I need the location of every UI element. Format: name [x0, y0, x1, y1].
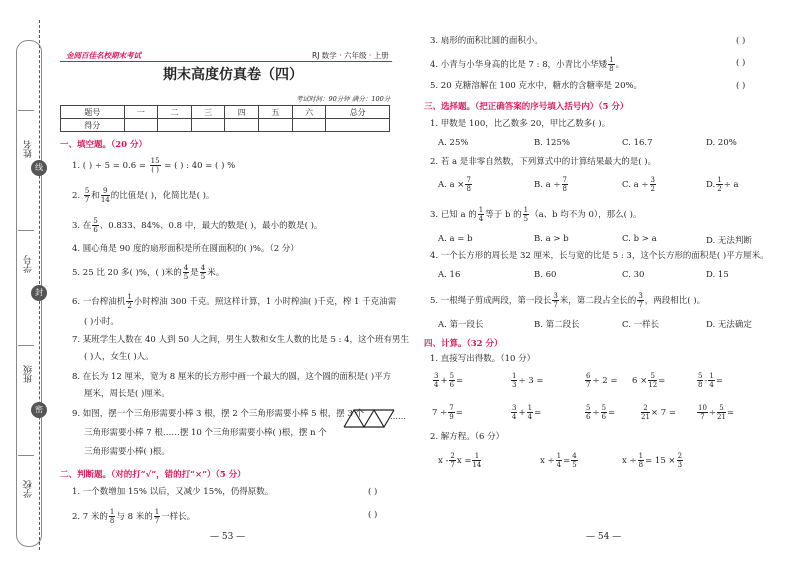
score-cell: 六 — [292, 106, 326, 119]
s2-q2: 2. 7 米的 $\frac{1}{8}$ 与 8 米的 $\frac{1}{7}$ 一样长。 — [72, 508, 196, 525]
seal-mark-close: 密 — [31, 402, 47, 418]
s1-q9: 9. 如图，摆一个三角形需要小棒 3 根，摆 2 个三角形需要小棒 5 根，摆 3 个 — [72, 409, 365, 419]
figure-ellipsis: …… — [390, 412, 406, 421]
s1-q6: 6. 一台榨油机 $\frac{1}{2}$ 小时榨油 300 千克。照这样计算，1 小时榨油( )千克，榨 1 千克油需 — [72, 293, 397, 310]
equation: x ÷ $\frac{1}{8}$ = 15 × $\frac{2}{3}$ — [622, 452, 683, 469]
score-input[interactable] — [225, 119, 259, 132]
option-a[interactable]: A. 第一段长 — [438, 320, 484, 330]
school-line — [18, 455, 34, 456]
score-cell: 二 — [158, 106, 192, 119]
s2-q4: 4. 小青与小华身高的比是 7 : 8，小青比小华矮 $\frac{1}{8}$ 。 — [430, 56, 625, 73]
score-input[interactable] — [259, 119, 293, 132]
s1-q3: 3. 在 $\frac{5}{6}$ 、0.833、84%、0.8 中，最大的数是( )，最小的数是( )。 — [72, 217, 323, 234]
s1-q8-line2: 厘米，周长是( )厘米。 — [84, 389, 170, 399]
s3-q2: 2. 若 a 是非零自然数，下列算式中的计算结果最大的是( )。 — [430, 157, 657, 167]
edition-label: RJ 数学 · 六年级 · 上册 — [312, 51, 389, 60]
s3-q3: 3. 已知 a 的 $\frac{1}{4}$ 等于 b 的 $\frac{1}{5}$ （a、b 均不为 0），那么( )。 — [430, 206, 642, 223]
school-label: 学校 — [24, 480, 34, 498]
s3-q4: 4. 一个长方形的周长是 32 厘米，长与宽的比是 5 : 3，这个长方形的面积是( )平方厘米。 — [430, 251, 769, 261]
page-number-left: — 53 — — [210, 532, 246, 542]
name-line — [18, 110, 34, 111]
option-d[interactable]: D. 无法判断 — [706, 236, 752, 246]
s3-q1: 1. 甲数是 100，比乙数多 20，甲比乙数多( )。 — [430, 119, 611, 129]
score-row-label: 得分 — [61, 119, 125, 132]
score-cell: 四 — [225, 106, 259, 119]
option-c[interactable]: C. 16.7 — [622, 138, 653, 148]
series-tagline: 金阅百佳名校期末考试 — [66, 51, 141, 60]
option-c[interactable]: C. b > a — [622, 234, 657, 244]
answer-paren[interactable]: ( ) — [736, 81, 746, 91]
class-line — [18, 345, 34, 346]
section1-heading: 一、填空题。（20 分） — [60, 140, 148, 150]
section2-heading: 二、判断题。（对的打“√”，错的打“×”）（5 分） — [60, 470, 246, 480]
score-cell: 一 — [124, 106, 158, 119]
s1-q7: 7. 某班学生人数在 40 人到 50 人之间，男生人数和女生人数的比是 5 : 4，这个班有男生 — [72, 335, 410, 345]
calc-item: $\frac{10}{7}$ ÷ $\frac{5}{21}$ = — [698, 404, 735, 421]
calc-item: $\frac{3}{4}$ + $\frac{5}{6}$ = — [434, 372, 464, 389]
s1-q9-line2: 三角形需要小棒 7 根……摆 10 个三角形需要小棒( )根，摆 n 个 — [84, 428, 327, 438]
option-d[interactable]: D. 20% — [706, 138, 737, 148]
section3-heading: 三、选择题。（把正确答案的序号填入括号内）（5 分） — [424, 102, 629, 112]
s1-q7-line2: ( )人，女生( )人。 — [84, 352, 154, 362]
option-b[interactable]: B. a ÷ $\frac{7}{8}$ — [534, 176, 568, 193]
option-b[interactable]: B. 60 — [534, 270, 557, 280]
answer-paren[interactable]: ( ) — [736, 36, 746, 46]
calc-item: 7 ÷ $\frac{7}{9}$ = — [432, 404, 463, 421]
calc-item: $\frac{6}{7}$ ÷ 2 = — [586, 372, 618, 389]
seal-mark-seal: 封 — [31, 285, 47, 301]
calc-item: $\frac{5}{8}$ - $\frac{1}{4}$ = — [698, 372, 723, 389]
student-id-label: 学号 — [24, 255, 34, 273]
fraction: 15 ( ) — [150, 157, 160, 174]
option-d[interactable]: D. $\frac{1}{2}$ ÷ a — [706, 176, 739, 193]
option-a[interactable]: A. 16 — [438, 270, 461, 280]
score-cell: 题号 — [61, 106, 125, 119]
answer-paren[interactable]: ( ) — [736, 58, 746, 68]
section4-heading: 四、计算。（32 分） — [424, 339, 503, 349]
option-b[interactable]: B. a > b — [534, 234, 569, 244]
option-b[interactable]: B. 125% — [534, 138, 570, 148]
page-number-right: — 54 — — [586, 532, 622, 542]
s1-q5: 5. 25 比 20 多( )%，( )米的 $\frac{4}{5}$ 是 $\frac{4}{5}$ 米。 — [72, 264, 225, 281]
calc-item: $\frac{3}{4}$ + $\frac{1}{4}$ = — [512, 404, 542, 421]
score-input[interactable] — [326, 119, 390, 132]
score-cell: 三 — [191, 106, 225, 119]
score-table — [60, 105, 390, 132]
option-d[interactable]: D. 15 — [706, 270, 729, 280]
id-line — [18, 230, 34, 231]
s1-q9-line3: 三角形需要小棒( )根。 — [84, 447, 170, 457]
option-c[interactable]: C. 30 — [622, 270, 645, 280]
s1-q4: 4. 圆心角是 90 度的扇形面积是所在圆面积的( )%。（2 分） — [72, 244, 299, 254]
calc-item: $\frac{1}{3}$ ÷ 3 = — [512, 372, 544, 389]
calc-item: $\frac{2}{21}$ × 7 = — [641, 404, 676, 421]
calc-item: 6 × $\frac{5}{12}$ = — [632, 372, 666, 389]
score-input[interactable] — [191, 119, 225, 132]
s4-sub2: 2. 解方程。（6 分） — [430, 432, 505, 442]
s1-q1: 1. ( ) ÷ 5 = 0.6 = 15 ( ) = ( ) : 40 = ( ) % — [72, 157, 236, 174]
score-cell: 五 — [259, 106, 293, 119]
equation: x ÷ $\frac{1}{4}$ = $\frac{4}{5}$ — [540, 452, 577, 469]
option-a[interactable]: A. 25% — [438, 138, 469, 148]
s1-q8: 8. 在长为 12 厘米，宽为 8 厘米的长方形中画一个最大的圆，这个圆的面积是( )平方 — [72, 372, 392, 382]
s2-q5: 5. 20 克糖溶解在 100 克水中，糖水的含糖率是 20%。 — [430, 81, 643, 91]
s1-q2: 2. $\frac{5}{7}$ 和 $\frac{9}{14}$ 的比值是( )，化简比是( )。 — [72, 187, 215, 204]
s2-q1: 1. 一个数增加 15% 以后，又减少 15%，仍得原数。 — [72, 487, 274, 497]
option-a[interactable]: A. a × $\frac{7}{8}$ — [438, 176, 471, 193]
equation: x - $\frac{2}{7}$ x = $\frac{1}{14}$ — [438, 452, 482, 469]
exam-meta: 考试时间：90分钟 满分：100分 — [296, 95, 391, 103]
s4-sub1: 1. 直接写出得数。（10 分） — [430, 354, 536, 364]
header-rule — [60, 61, 392, 62]
exam-title: 期末高度仿真卷（四） — [163, 67, 303, 83]
s3-q5: 5. 一根绳子剪成两段，第一段长 $\frac{3}{7}$ 米，第二段占全长的 $\frac{3}{7}$ ，两段相比( )。 — [430, 292, 706, 309]
calc-item: $\frac{5}{6}$ ÷ $\frac{5}{6}$ = — [586, 404, 616, 421]
score-input[interactable] — [158, 119, 192, 132]
name-label: 姓名 — [24, 140, 34, 158]
option-c[interactable]: C. 一样长 — [622, 320, 660, 330]
score-cell: 总分 — [326, 106, 390, 119]
score-input[interactable] — [292, 119, 326, 132]
score-input[interactable] — [124, 119, 158, 132]
s1-q6-line2: ( )小时。 — [84, 317, 119, 327]
option-d[interactable]: D. 无法确定 — [706, 320, 752, 330]
answer-paren[interactable]: ( ) — [368, 487, 378, 497]
s2-q3: 3. 扇形的面积比圆的面积小。 — [430, 36, 543, 46]
seal-mark-line: 线 — [31, 160, 47, 176]
option-c[interactable]: C. a ÷ $\frac{3}{2}$ — [622, 176, 655, 193]
answer-paren[interactable]: ( ) — [368, 510, 378, 520]
class-label: 班级 — [24, 365, 34, 383]
option-a[interactable]: A. a = b — [438, 234, 473, 244]
option-b[interactable]: B. 第二段长 — [534, 320, 580, 330]
